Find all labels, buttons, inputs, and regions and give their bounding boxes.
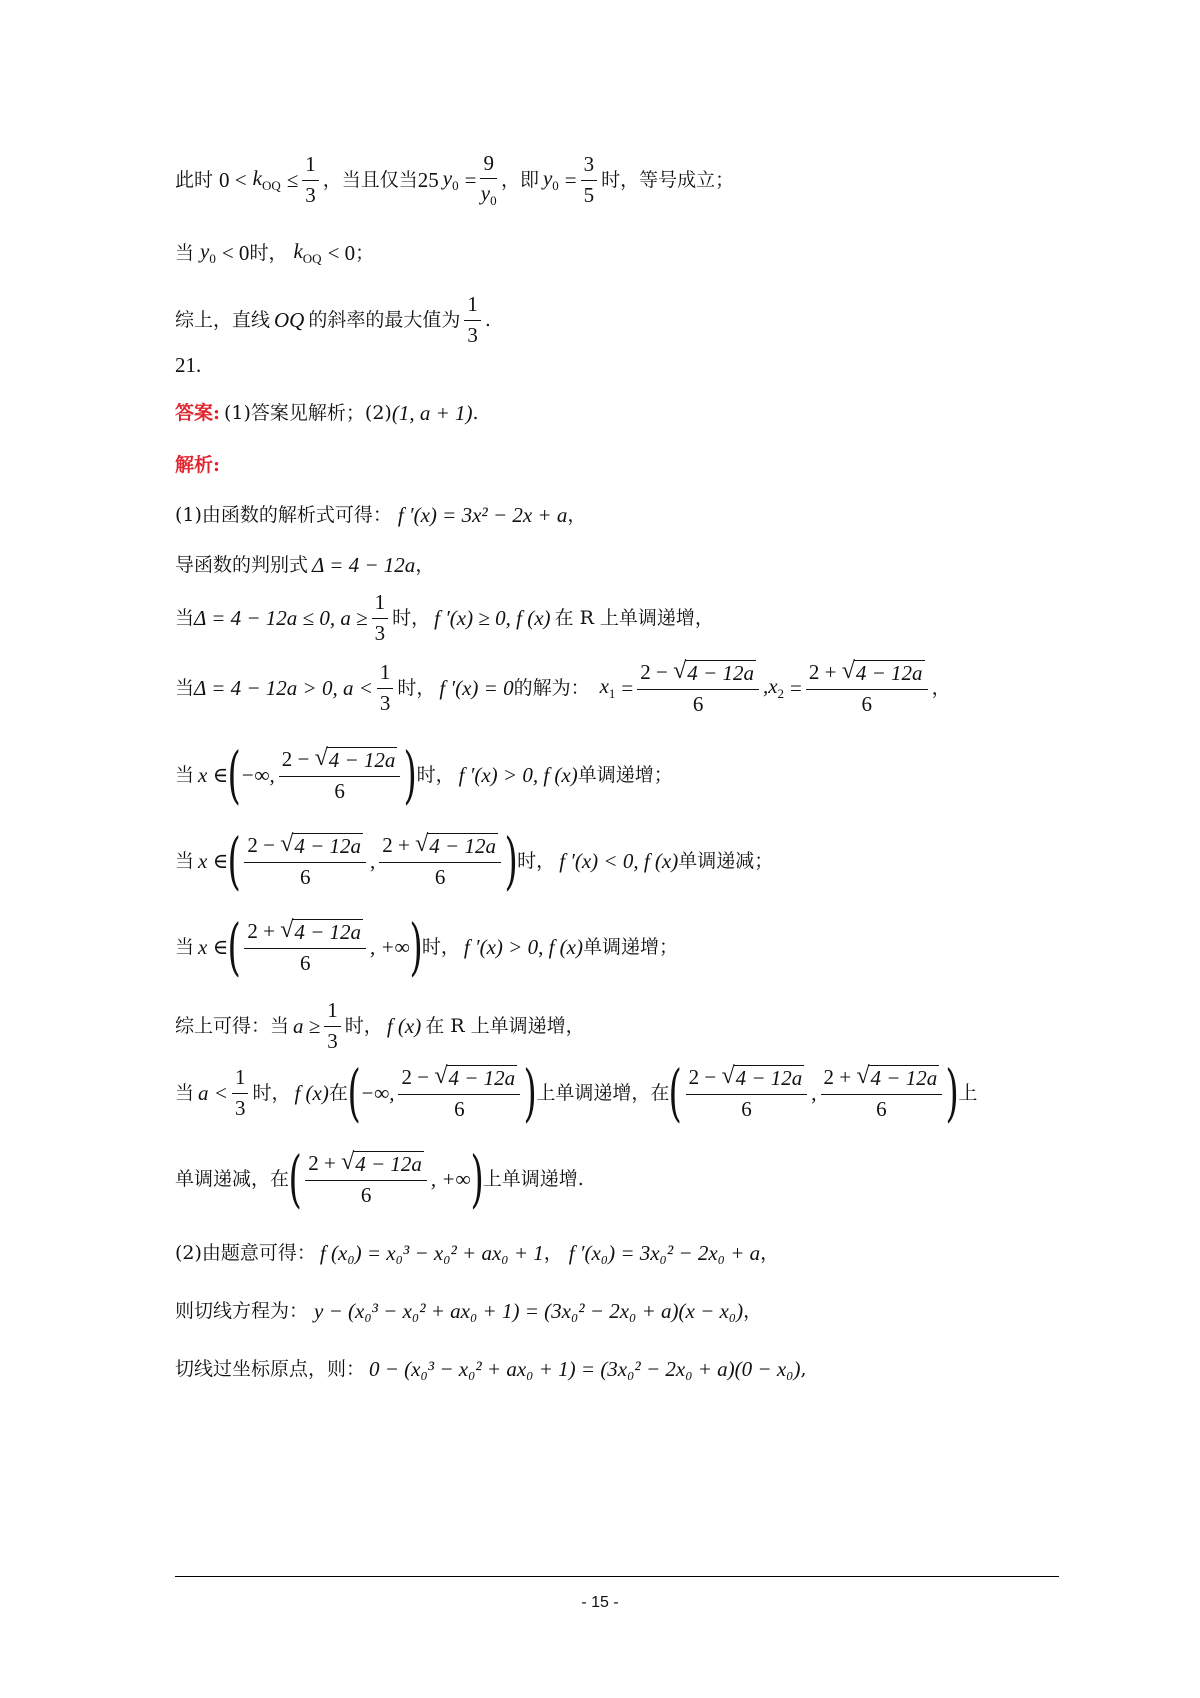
fraction: $\frac{1}{3}$ [324, 999, 341, 1052]
line-p10 [175, 1144, 1080, 1214]
math-text: Δ = 4 − 12a ≤ 0, a ≥ [194, 605, 368, 630]
fraction-root: 2 + √ 4 − 12a 6 [244, 919, 366, 974]
math-text: , +∞ [430, 1166, 471, 1191]
math-text: a < [198, 1080, 228, 1105]
text: ，即 [500, 168, 539, 191]
math-k: $k_{OQ}$ [252, 166, 281, 193]
text: 单调递减； [678, 849, 774, 872]
left-paren: ( [347, 1056, 361, 1130]
text: 时， [397, 676, 436, 699]
left-paren: ( [227, 738, 241, 812]
math-x1: $x_1$ [599, 674, 616, 701]
math-k: $k_{OQ}$ [293, 239, 322, 266]
math-text: < 0 [327, 240, 356, 265]
math-text: −∞, [240, 762, 275, 787]
answer-line: 答案: (1)答案见解析；(2) (1, a + 1) . [175, 400, 479, 425]
text: 时， [249, 241, 288, 264]
text: 当 [175, 606, 195, 629]
text: ，当且仅当 [322, 168, 418, 191]
right-paren: ) [403, 738, 418, 812]
text: ， [760, 1241, 780, 1264]
line-p4: 当 Δ = 4 − 12a > 0, a < $\frac{1}{3}$ 时， f ′(x) = 0 的解为： $x_1$ = 2 − √ 4 − 12a 6 $,x_2$ = 2 + √ 4 − 12a 6 ， [175, 658, 951, 716]
text: 当 [175, 849, 195, 872]
text: 当 [175, 676, 195, 699]
line-p1 [175, 500, 1080, 530]
fraction: $\frac{9}{y_0}$ [480, 150, 497, 208]
left-paren: ( [227, 824, 241, 898]
math-text: x ∈ [198, 762, 229, 787]
text: 时， [392, 606, 431, 629]
math-text: 0 < [219, 167, 247, 192]
math-text: f ′(x) > 0, f (x) [463, 934, 583, 959]
text: 的斜率的最大值为 [308, 308, 461, 331]
math-text: Δ = 4 − 12a [312, 552, 416, 577]
math-x2: $,x_2$ [762, 674, 785, 701]
left-paren: ( [668, 1056, 683, 1130]
math-text: y − (x₀³ − x₀² + ax₀ + 1) = (3x₀² − 2x₀ + a)(x − x₀) [314, 1298, 744, 1323]
text: 综上，直线 [175, 308, 271, 331]
text: 综上可得：当 [175, 1014, 290, 1037]
text: 单调递减，在 [175, 1167, 290, 1190]
text: (2)由题意可得： [175, 1241, 316, 1264]
text: 在 R 上单调递增， [554, 606, 714, 629]
question-number: 21. [175, 352, 202, 377]
line-p5 [175, 740, 1080, 810]
text: 单调递增； [582, 935, 678, 958]
fraction: $\frac{1}{3}$ [464, 293, 481, 346]
fraction-root: 2 − √ 4 − 12a 6 [637, 660, 759, 715]
text: ， [415, 553, 435, 576]
text: 上单调递增，在 [536, 1081, 670, 1104]
math-text: f ′(x) = 3x² − 2x + a [397, 502, 568, 527]
math-text: f ′(x₀) = 3x₀² − 2x₀ + a [568, 1240, 761, 1265]
text: 时， [421, 935, 460, 958]
text: 的解为： [513, 676, 590, 699]
math-text: f (x) [386, 1013, 422, 1038]
math-text: f ′(x) > 0, f (x) [458, 762, 578, 787]
math-text: 25 [417, 167, 439, 192]
math-text: = [564, 167, 577, 192]
footer-rule [175, 1576, 1059, 1577]
text: , [800, 1357, 807, 1380]
text: 当 [175, 241, 195, 264]
text: 当 [175, 935, 195, 958]
fraction-root: 2 + √ 4 − 12a 6 [305, 1151, 427, 1206]
line-p2 [175, 550, 1080, 580]
text: 上单调递增. [482, 1167, 584, 1190]
math-text: x ∈ [198, 934, 229, 959]
analysis-label: 解析: [175, 453, 221, 476]
math-y0: $y_0$ [442, 166, 459, 193]
fraction: $\frac{1}{3}$ [232, 1066, 249, 1119]
text: 单调递增； [577, 763, 673, 786]
math-text: f (x₀) = x₀³ − x₀² + ax₀ + 1 [319, 1240, 544, 1265]
math-y0: $y_0$ [200, 239, 216, 266]
left-paren: ( [288, 1142, 302, 1216]
math-y0: $y_0$ [542, 166, 559, 193]
math-text: f ′(x) = 0 [439, 675, 514, 700]
text: 时， [252, 1081, 291, 1104]
fraction-root: 2 − √ 4 − 12a 6 [686, 1065, 808, 1120]
text: 时， [517, 849, 556, 872]
text: ； [355, 241, 375, 264]
text: (1)答案见解析；(2) [224, 401, 392, 424]
math-text: a ≥ [293, 1013, 321, 1038]
line-3 [175, 290, 1080, 350]
right-paren: ) [470, 1142, 484, 1216]
text: 时，等号成立； [601, 168, 735, 191]
line-p11 [175, 1238, 1080, 1268]
text: 此时 [175, 168, 214, 191]
fraction: $\frac{3}{5}$ [581, 153, 598, 206]
line-1 [175, 150, 1080, 210]
text: . [484, 308, 491, 331]
text: 当 [175, 1081, 195, 1104]
math-text: −∞, [360, 1080, 395, 1105]
text: ， [567, 503, 587, 526]
text: 切线过坐标原点，则： [175, 1357, 366, 1380]
math-text: < 0 [221, 240, 250, 265]
fraction: $\frac{1}{3}$ [302, 153, 319, 206]
math-text: Δ = 4 − 12a > 0, a < [194, 675, 373, 700]
text: 在 R 上单调递增， [425, 1014, 585, 1037]
line-p3 [175, 588, 1080, 648]
fraction-root: 2 − √ 4 − 12a 6 [398, 1065, 520, 1120]
text: ， [743, 1299, 763, 1322]
line-p9: 当 a < $\frac{1}{3}$ 时， f (x) 在 ( −∞, 2 − √ 4 − 12a 6 ) 上单调递增，在 ( 2 − √ 4 − 12a 6 , 2 + √ 4 − 12a 6 ) 上 [175, 1056, 978, 1130]
math-text: , +∞ [370, 934, 410, 959]
right-paren: ) [409, 910, 423, 984]
math-text: (1, a + 1) [391, 400, 473, 425]
fraction-root: 2 + √ 4 − 12a 6 [379, 833, 501, 888]
text: 时， [344, 1014, 383, 1037]
left-paren: ( [227, 910, 241, 984]
line-p12 [175, 1296, 1080, 1326]
text: 时， [416, 763, 455, 786]
fraction-root: 2 − √ 4 − 12a 6 [279, 747, 401, 802]
math-text: OQ [274, 307, 305, 332]
right-paren: ) [504, 824, 518, 898]
math-text: f ′(x) < 0, f (x) [559, 848, 679, 873]
text: 当 [175, 763, 195, 786]
fraction: $\frac{1}{3}$ [377, 661, 394, 714]
math-text: ≤ [286, 167, 299, 192]
math-text: x ∈ [198, 848, 229, 873]
page-number: - 15 - [581, 1594, 619, 1611]
answer-label: 答案: [175, 401, 221, 424]
fraction-root: 2 − √ 4 − 12a 6 [244, 833, 366, 888]
fraction-root: 2 + √ 4 − 12a 6 [806, 660, 928, 715]
line-p8 [175, 996, 1080, 1056]
text: 上 [958, 1081, 978, 1104]
text: ， [543, 1241, 563, 1264]
text: 则切线方程为： [175, 1299, 309, 1322]
text: 在 [328, 1081, 348, 1104]
analysis-line [175, 450, 1080, 480]
fraction: $\frac{1}{3}$ [372, 591, 389, 644]
line-p13 [175, 1354, 1080, 1384]
text: (1)由函数的解析式可得： [175, 503, 392, 526]
text: 导函数的判别式 [175, 553, 309, 576]
math-text: f (x) [294, 1080, 329, 1105]
math-text: = [464, 167, 477, 192]
text: ， [931, 676, 951, 699]
fraction-root: 2 + √ 4 − 12a 6 [821, 1065, 943, 1120]
line-p7 [175, 912, 1080, 982]
math-text: f ′(x) ≥ 0, f (x) [434, 605, 551, 630]
line-2 [175, 238, 1080, 268]
line-p6: 当 x ∈ ( 2 − √ 4 − 12a 6 , 2 + √ 4 − 12a 6 ) 时， f ′(x) < 0, f (x) 单调递减； [175, 824, 774, 898]
right-paren: ) [945, 1056, 959, 1130]
math-text: 0 − (x₀³ − x₀² + ax₀ + 1) = (3x₀² − 2x₀ + a)(0 − x₀) [369, 1356, 801, 1381]
right-paren: ) [523, 1056, 537, 1130]
